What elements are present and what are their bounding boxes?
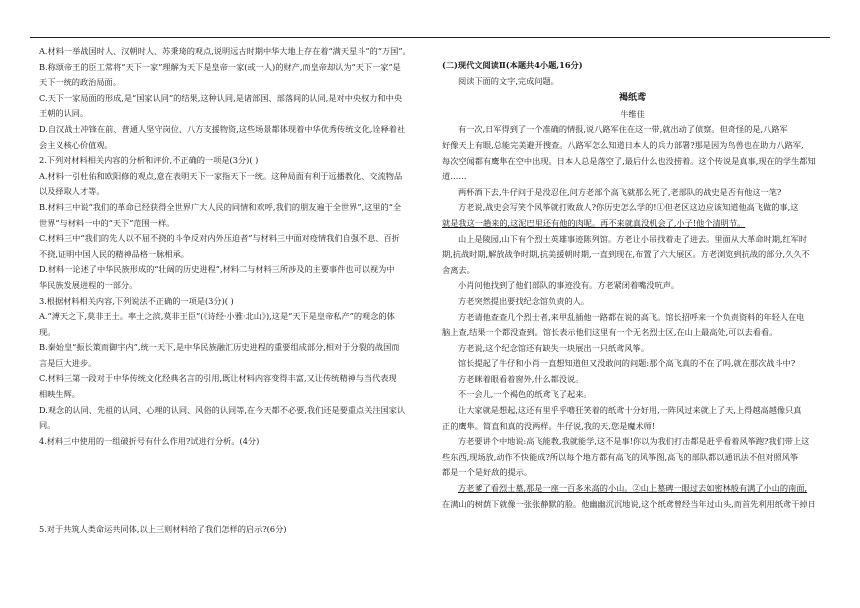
question-2: 2.下列对材料相关内容的分析和评价,不正确的一项是(3分)( ) <box>39 155 259 166</box>
q3-option-b-line2: 言是巨大进步。 <box>39 357 97 368</box>
q2-option-b-line2: 世界”与材料一中的“天下”范围一样。 <box>39 217 175 228</box>
paragraph-line: 道…… <box>442 171 467 182</box>
q2-option-a-line2: 以及择取人才等。 <box>39 186 105 197</box>
paragraph-line: 不一会儿,一个褐色的纸鸢飞了起来。 <box>458 389 592 400</box>
paragraph-line: 舍离去。 <box>442 264 475 275</box>
paragraph-line: 些东西,现场放,动作不快能成?所以每个地方都有高飞的风筝图,高飞的部队都以通讯法不但对照风筝 <box>442 451 799 462</box>
question-3: 3.根据材料相关内容,下列说法不正确的一项是(3分)( ) <box>39 295 234 306</box>
q3-option-c-line1: C.材料三第一段对于中华传统文化经典名言的引用,既让材料内容变得丰富,又让传统精神与当代表现 <box>39 373 397 384</box>
q3-option-a-line2: 现。 <box>39 326 56 337</box>
q3-option-d-line1: D.观念的认同、先祖的认同、心理的认同、风俗的认同等,在今天都不必要,我们还是要重点关注国家认 <box>39 404 406 415</box>
paragraph-line: 方老要讲个中地说:高飞能教,我就能学,这不是事!你以为我们打击都是赶乎看着风筝跑?我们带上这 <box>458 436 810 447</box>
top-rule <box>30 37 830 38</box>
q3-option-b-line1: B.秦始皇“振长策而御宇内”,统一天下,是中华民族融汇历史进程的重要组成部分,相对于分裂的战国而 <box>39 342 400 353</box>
paragraph-line: 方老说,这个纪念馆还有缺失一块展出一只纸鸢风筝。 <box>458 342 649 353</box>
q1-option-c-line2: 王朝的认同。 <box>39 108 89 119</box>
q2-option-c-line2: 不挠,证明中国人民的精神品格一脉相承。 <box>39 248 189 259</box>
paragraph-line: 都是一个是好敌的提示。 <box>442 467 533 478</box>
underlined-sentence-2: 方老爹了看烈士墓,那是一座一百多米高的小山。②山上墓碑一眼过去如密林般有满了小山的南面, <box>458 483 808 494</box>
paragraph-line: 馆长提起了牛仔和小肖一直想知道但又没敢问的问题:那个高飞真的不在了吗,就在那次战斗中? <box>458 358 796 369</box>
paragraph-line: 小肖问他找到了他们部队的事迹没有。方老紧闭着嘴没吭声。 <box>458 280 680 291</box>
paragraph-line: 方老说,战史会写笑个风筝就打败敌人?你历史怎么学的!①但老区这边应该知道他高飞做的事,这 <box>458 202 799 213</box>
q2-option-a-line1: A.材料一引杜佑和欧阳修的观点,意在表明天下一家指天下一统。这种局面有利于远播教化、交流物品 <box>39 170 403 181</box>
q1-option-b-line1: B.称颂帝王的臣工常将“天下一家”理解为天下是皇帝一家(或一人)的财产,而皇帝却认为“天下一家”是 <box>39 61 401 72</box>
paragraph-line: 让大家就是想起,这还有里乎乎噜狂笑着的纸鸢十分好用,一阵风过来就上了天,上得越高越像只真 <box>458 405 802 416</box>
question-5: 5.对于共筑人类命运共同体,以上三则材料给了我们怎样的启示?(6分) <box>39 524 287 535</box>
paragraph-line: 好像天上有眼,总能完美避开搜查。八路军怎么知道日本人的兵力部署?那是因为鸟兽也在助力八路军, <box>442 139 804 150</box>
paragraph-line: 正的鹰隼。简直和真的没两样。牛仔说,我的天,您是魔术师! <box>442 420 656 431</box>
right-column <box>442 44 823 512</box>
question-4: 4.材料三中使用的一组破折号有什么作用?试进行分析。(4分) <box>39 435 260 446</box>
paragraph-line: 方老请他查查几个烈士者,来甲乱插他一路都在说的高飞。馆长招呼来一个负责资料的年轻人在电 <box>458 311 805 322</box>
q1-option-d-line1: D.自汉战士冲锋在前、普通人坚守岗位、八方支援物资,这些场景都体现着中华优秀传统文化,诠释着社 <box>39 123 406 134</box>
paragraph-line: 两杯酒下去,牛仔问于是没忍住,问方老部个高飞就那么死了,老部队的战史是否有他这一笔? <box>458 186 782 197</box>
q3-option-c-line2: 相映生辉。 <box>39 389 80 400</box>
q1-option-c-line1: C.天下一家局面的形成,是“国家认同”的结果,这种认同,是诸部国、部落间的认同,是对中央权力和中央 <box>39 92 403 103</box>
q2-option-d-line2: 华民族发展进程的一部分。 <box>39 279 138 290</box>
q3-option-d-line2: 同。 <box>39 420 56 431</box>
article-author: 牛维佳 <box>620 108 645 119</box>
paragraph-line: 每次空闻都有鹰隼在空中出现。日本人总是落空了,最后什么也没捞着。这个传说是真事,现在的学生都知 <box>442 155 816 166</box>
q2-option-d-line1: D.材料一论述了中华民族形成的“壮阔的历史进程”,材料二与材料三所涉及的主要事件也可以视为中 <box>39 264 395 275</box>
section-heading: (二)现代文阅读Ⅱ(本题共4小题,16分) <box>442 60 583 70</box>
article-title: 褐纸鸢 <box>618 93 646 104</box>
instruction: 阅读下面的文字,完成问题。 <box>458 75 559 86</box>
q1-option-b-line2: 天下一统的政治局面。 <box>39 77 121 88</box>
q2-option-b-line1: B.材料三中说“我们的革命已经获得全世界广大人民的同情和欢呼,我们的朋友遍于全世界”,这里的“全 <box>39 201 402 212</box>
q1-option-a-line1: A.材料一举战国时人、汉朝时人、苏秉琦的观点,说明远古时期中华大地上存在着“满天星斗”的“万国”。 <box>39 46 411 56</box>
paragraph-line: 山上是陵园,山下有个烈士英雄事迹陈列馆。方老让小吊找着走了进去。里面从大革命时期,红军时 <box>458 233 808 244</box>
q2-option-c-line1: C.材料三中“我们的先人以不屈不挠的斗争反对内外压迫者”与材料三中面对疫情我们自强不息、百折 <box>39 233 400 244</box>
paragraph-line: 方老眯着眼看着窗外,什么都没说。 <box>458 373 584 384</box>
paragraph-line: 有一次,日军得到了一个准确的情报,说八路军住在这一带,就出动了侦察。但奇怪的是,八路军 <box>458 124 788 135</box>
left-column <box>39 44 425 538</box>
q3-option-a-line1: A.“溥天之下,莫非王土。率土之滨,莫非王臣”(《诗经·小雅·北山》),这是“天下是皇帝私产”的观念的体 <box>39 311 395 322</box>
paragraph-line: 期,抗战时期,解放战争时期,抗美援朝时期,一直到现在,布置了六大展区。方老浏览到抗战的部分,久久不 <box>442 249 810 260</box>
q1-option-d-line2: 会主义核心价值观。 <box>39 139 113 150</box>
paragraph-line: 脑上查,结果一个都没查到。馆长表示他们这里有一个无名烈士区,在山上最高处,可以去看看。 <box>442 327 778 338</box>
paragraph-line: 方老突然提出要找纪念馆负责的人。 <box>458 295 590 306</box>
underlined-sentence-1: 就是我这一趟来的,这泥巴里还有他的肉呢。再不来就真没机会了,小子!他个清明节。 <box>442 217 746 228</box>
paragraph-line: 在满山的树荫下就像一张张静默的脸。他幽幽沉沉地说,这个纸鸢曾经当年过山头,而首先利用纸鸢干掉日 <box>442 498 816 509</box>
answer-space-q4 <box>39 449 425 522</box>
